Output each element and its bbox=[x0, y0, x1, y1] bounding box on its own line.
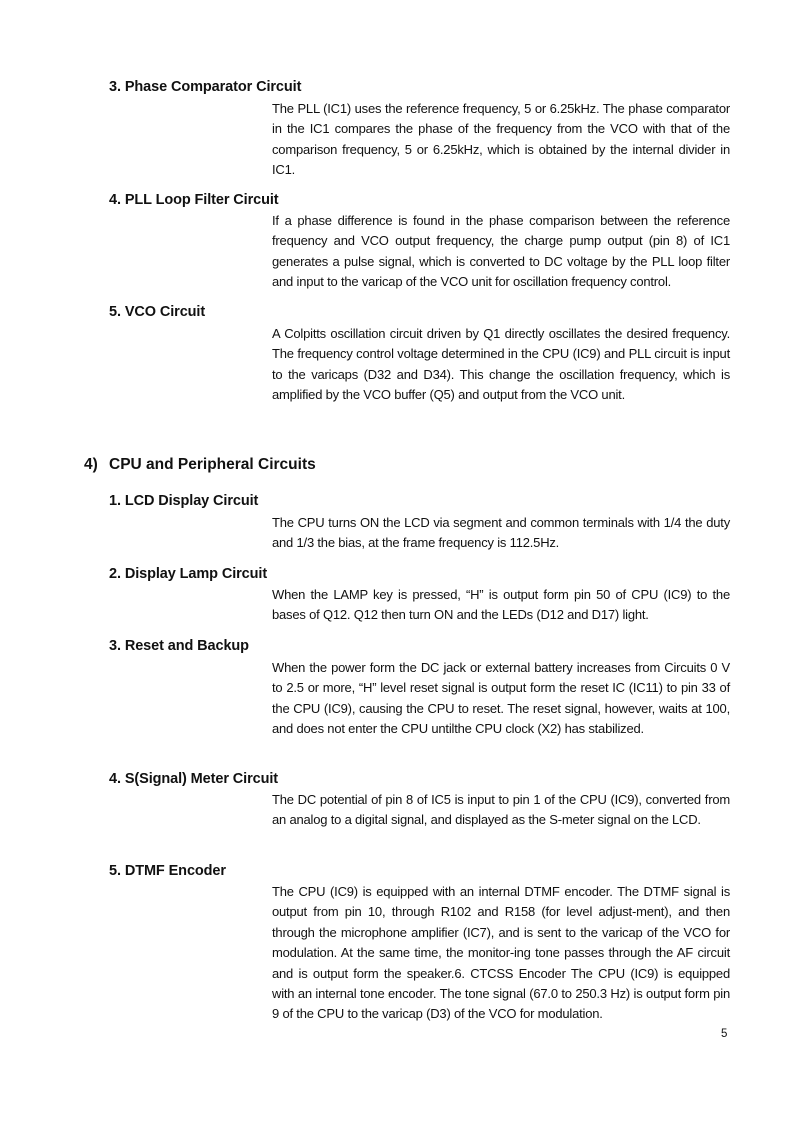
section-text-reset-backup: When the power form the DC jack or external battery increases from Circuits 0 V to 2.5 or more, “H” level reset signal is output form the reset IC (IC11) to pin 33 of the CPU (IC9), causing the CPU to reset. The reset signal, however, waits at 100, and does not enter the CPU untilthe CPU clock (X2) has stabilized. bbox=[272, 660, 730, 737]
section-text-vco: A Colpitts oscillation circuit driven by Q1 directly oscillates the desired frequency. The frequency control voltage determined in the CPU (IC9) and PLL circuit is input to the varicaps (D32 and D34). This change the oscillation frequency, which is amplified by the VCO buffer (Q5) and output from the VCO unit. bbox=[272, 326, 730, 403]
section-text-phase-comparator: The PLL (IC1) uses the reference frequency, 5 or 6.25kHz. The phase comparator in the IC1 compares the phase of the frequency from the VCO with that of the comparison frequency, 5 or 6.25kHz, which is obtained by the internal divider in IC1. bbox=[272, 101, 730, 178]
chapter-title: CPU and Peripheral Circuits bbox=[109, 456, 316, 473]
section-text-display-lamp: When the LAMP key is pressed, “H” is output form pin 50 of CPU (IC9) to the bases of Q12. Q12 then turn ON and the LEDs (D12 and D17) light. bbox=[272, 587, 730, 623]
page-number: 5 bbox=[721, 1028, 728, 1040]
section-text-lcd-display: The CPU turns ON the LCD via segment and common terminals with 1/4 the duty and 1/3 the bias, at the frame frequency is 112.5Hz. bbox=[272, 515, 730, 551]
chapter-heading bbox=[84, 456, 316, 474]
section-heading-dtmf-encoder: 5. DTMF Encoder bbox=[109, 863, 226, 879]
section-heading-s-meter: 4. S(Signal) Meter Circuit bbox=[109, 771, 279, 787]
section-heading-reset-backup: 3. Reset and Backup bbox=[109, 638, 249, 654]
section-heading-phase-comparator: 3. Phase Comparator Circuit bbox=[109, 79, 302, 95]
section-heading-display-lamp: 2. Display Lamp Circuit bbox=[109, 566, 268, 582]
section-heading-pll-loop-filter: 4. PLL Loop Filter Circuit bbox=[109, 192, 279, 208]
section-text-s-meter: The DC potential of pin 8 of IC5 is input to pin 1 of the CPU (IC9), converted from an analog to a digital signal, and displayed as the S-meter signal on the LCD. bbox=[272, 792, 730, 828]
section-text-pll-loop-filter: If a phase difference is found in the phase comparison between the reference frequency and VCO output frequency, the charge pump output (pin 8) of IC1 generates a pulse signal, which is converted to DC voltage by the PLL loop filter and input to the varicap of the VCO unit for oscillation frequency control. bbox=[272, 213, 730, 290]
chapter-number: 4) bbox=[84, 456, 98, 473]
section-text-dtmf-encoder: The CPU (IC9) is equipped with an internal DTMF encoder. The DTMF signal is output from pin 10, through R102 and R158 (for level adjust-ment), and then through the microphone amplifier (IC7), and is sent to the varicap of the VCO for modulation. At the same time, the monitor-ing tone passes through the AF circuit and is output form the speaker.6. CTCSS Encoder The CPU (IC9) is equipped with an internal tone encoder. The tone signal (67.0 to 250.3 Hz) is output form pin 9 of the CPU to the varicap (D3) of the VCO for modulation. bbox=[272, 884, 730, 1022]
section-heading-lcd-display: 1. LCD Display Circuit bbox=[109, 493, 259, 509]
section-heading-vco: 5. VCO Circuit bbox=[109, 304, 206, 320]
